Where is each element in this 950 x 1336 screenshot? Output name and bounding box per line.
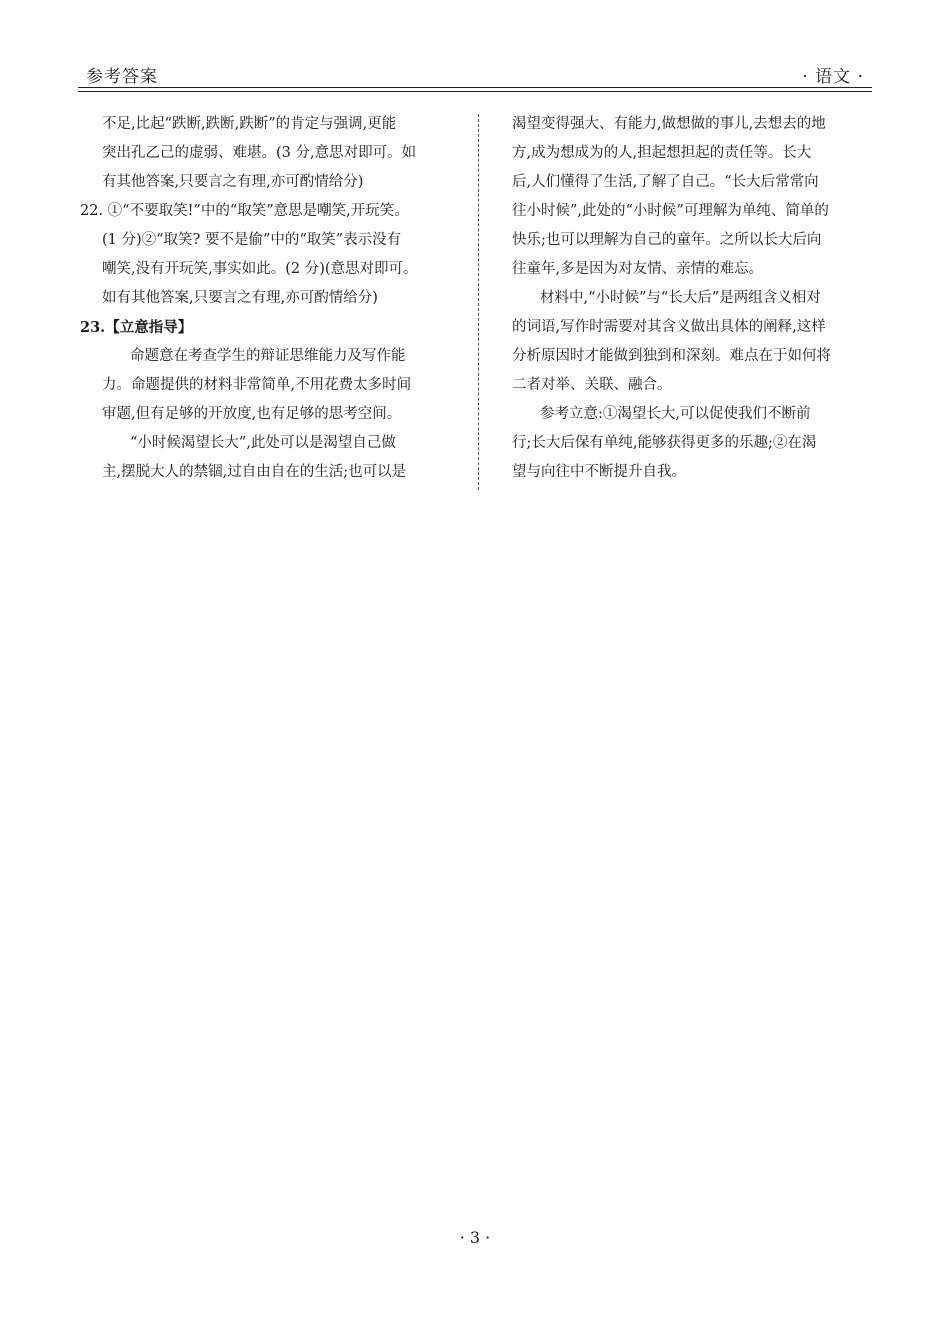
question-23-heading: 23.【立意指导】 — [80, 319, 193, 336]
text-line: 突出孔乙己的虚弱、难堪。(3 分,意思对即可。如 — [102, 145, 417, 161]
text-line: 望与向往中不断提升自我。 — [512, 464, 686, 480]
right-column — [512, 110, 872, 487]
page-header — [78, 60, 872, 92]
text-line: 嘲笑,没有开玩笑,事实如此。(2 分)(意思对即可。 — [102, 261, 418, 277]
text-line: 力。命题提供的材料非常简单,不用花费太多时间 — [102, 377, 412, 393]
text-line: 的词语,写作时需要对其含义做出具体的阐释,这样 — [512, 319, 826, 335]
header-subject: · 语文 · — [802, 67, 864, 87]
text-line: 参考立意:①渴望长大,可以促使我们不断前 — [540, 406, 811, 422]
left-column — [80, 110, 464, 487]
text-line: 审题,但有足够的开放度,也有足够的思考空间。 — [102, 406, 402, 422]
text-line: 如有其他答案,只要言之有理,亦可酌情给分) — [102, 290, 378, 306]
header-title: 参考答案 — [86, 67, 158, 87]
text-line: (1 分)②“取笑? 要不是偷”中的“取笑”表示没有 — [102, 232, 402, 248]
question-22-line: 22. ①“不要取笑!”中的“取笑”意思是嘲笑,开玩笑。 — [80, 203, 409, 219]
header-rule-thin — [78, 91, 872, 92]
text-line: 二者对举、关联、融合。 — [512, 377, 672, 393]
text-line: 后,人们懂得了生活,了解了自己。“长大后常常向 — [512, 174, 819, 190]
text-line: 行;长大后保有单纯,能够获得更多的乐趣;②在渴 — [512, 435, 817, 451]
text-line: 命题意在考查学生的辩证思维能力及写作能 — [130, 348, 406, 364]
text-line: 往小时候”,此处的“小时候”可理解为单纯、简单的 — [512, 203, 829, 219]
text-line: 往童年,多是因为对友情、亲情的难忘。 — [512, 261, 764, 277]
column-divider — [478, 114, 479, 490]
text-line: 快乐;也可以理解为自己的童年。之所以长大后向 — [512, 232, 822, 248]
text-line: “小时候渴望长大”,此处可以是渴望自己做 — [130, 435, 396, 451]
text-line: 分析原因时才能做到独到和深刻。难点在于如何将 — [512, 348, 831, 364]
text-line: 不足,比起“跌断,跌断,跌断”的肯定与强调,更能 — [102, 116, 397, 132]
page-number: · 3 · — [459, 1228, 491, 1247]
text-line: 材料中,“小时候”与“长大后”是两组含义相对 — [540, 290, 821, 306]
text-line: 渴望变得强大、有能力,做想做的事儿,去想去的地 — [512, 116, 826, 132]
text-line: 有其他答案,只要言之有理,亦可酌情给分) — [102, 174, 364, 190]
text-line: 方,成为想成为的人,担起想担起的责任等。长大 — [512, 145, 812, 161]
header-rule — [78, 87, 872, 88]
text-line: 主,摆脱大人的禁锢,过自由自在的生活;也可以是 — [102, 464, 407, 480]
